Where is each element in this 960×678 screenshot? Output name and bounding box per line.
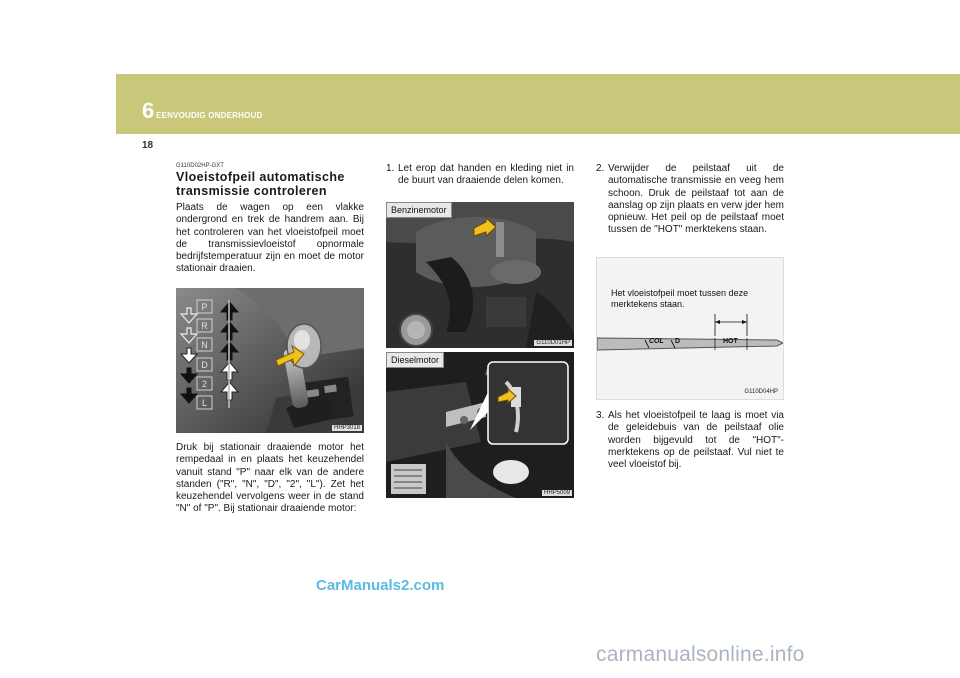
diesel-engine-illustration	[386, 352, 574, 498]
section-title: Vloeistofpeil automatische transmissie controleren	[176, 170, 345, 198]
figure-code-dipstick: G110D04HP	[744, 389, 778, 395]
header-band	[116, 74, 960, 134]
body-paragraph: Druk bij stationair draaiende motor het rempedaal in en plaats het keuzehendel vanuit stand "P" naar elk van de andere standen ("R", "N", "D", "2", "L"). Zet het keuzehendel vervolgens weer in de stand "N" of "P". Bij stationair draaiende motor:	[176, 442, 364, 515]
dipstick-d-mark: D	[675, 338, 681, 345]
watermark-link[interactable]: CarManuals2.com	[316, 577, 445, 594]
dipstick-illustration	[597, 258, 784, 400]
gear-shift-illustration	[176, 288, 364, 433]
shift-label-d: D	[201, 360, 208, 370]
step-3-number: 3.	[596, 410, 605, 421]
dipstick-hot-mark: HOT	[723, 338, 738, 345]
bottom-brand-link[interactable]: carmanualsonline.info	[596, 643, 805, 666]
dipstick-caption: Het vloeistofpeil moet tussen deze merktekens staan.	[611, 288, 749, 309]
step-3	[596, 410, 784, 471]
shift-label-p: P	[201, 302, 208, 312]
diesel-engine-photo	[386, 352, 574, 498]
gasoline-engine-photo	[386, 202, 574, 348]
shift-label-l: L	[201, 398, 208, 408]
step-1-text: Let erop dat handen en kleding niet in de buurt van draaiende delen komen.	[398, 163, 574, 187]
chapter-title: EENVOUDIG ONDERHOUD	[156, 111, 263, 120]
step-2-number: 2.	[596, 163, 605, 174]
step-2	[596, 163, 784, 237]
section-code: G110D02HP-GXT	[176, 163, 224, 169]
page-number: 18	[142, 140, 154, 151]
shift-label-r: R	[201, 321, 208, 331]
intro-paragraph: Plaats de wagen op een vlakke ondergrond en trek de handrem aan. Bij het controleren van het vloeistofpeil moet de transmissievloeistof opnormale bedrijfstemperatuur zijn en moet de motor stationair draaien.	[176, 202, 364, 275]
step-2-text: Verwijder de peilstaaf uit de automatische transmissie en veeg hem schoon. Druk de peilstaaf tot aan de aanslag op zijn plaats en verw jder hem opnieuw. Het peil op de peilstaaf moet tussen de "HOT" merktekens staan.	[608, 163, 784, 236]
dipstick-figure	[596, 257, 784, 400]
step-3-text: Als het vloeistofpeil te laag is moet via de geleidebuis van de peilstaaf olie worden bijgevuld tot de "HOT"-merktekens op de peilstaaf. Vul niet te veel vloeistof bij.	[608, 410, 784, 471]
shift-label-2: 2	[201, 379, 208, 389]
step-1-number: 1.	[386, 163, 395, 174]
photo-label-diesel: Dieselmotor	[386, 352, 444, 368]
gear-shift-photo	[176, 288, 364, 433]
gasoline-engine-illustration	[386, 202, 574, 348]
figure-code-gear: HHP3018	[333, 425, 360, 431]
step-1	[386, 163, 574, 188]
chapter-number: 6	[142, 98, 155, 123]
photo-label-gasoline: Benzinemotor	[386, 202, 452, 218]
figure-code-gasoline: G110D01HP	[536, 340, 570, 346]
dipstick-cold-mark: COL	[649, 338, 664, 345]
figure-code-diesel: HHP5009	[543, 490, 570, 496]
shift-label-n: N	[201, 340, 208, 350]
